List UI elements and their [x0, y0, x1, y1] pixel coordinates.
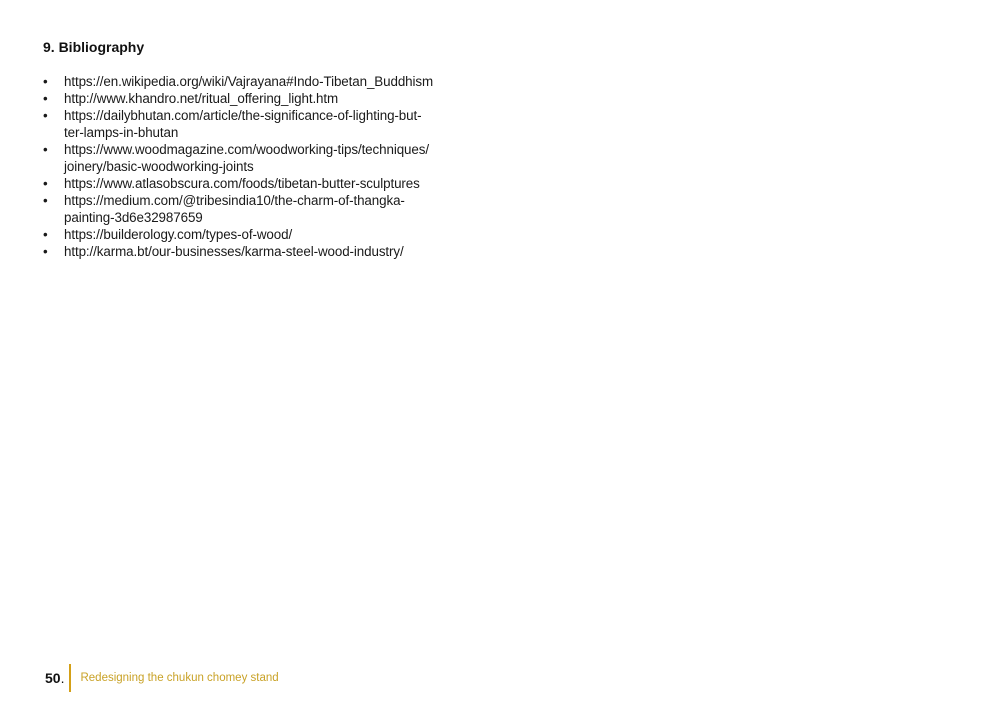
footer-divider	[69, 664, 71, 692]
bullet: •	[43, 91, 48, 106]
section-heading: 9. Bibliography	[43, 39, 145, 55]
page-number: 50	[45, 670, 61, 686]
reference-link[interactable]: http://www.khandro.net/ritual_offering_light.htm	[64, 91, 339, 106]
list-item	[43, 192, 483, 226]
reference-link-continued[interactable]: painting-3d6e32987659	[64, 210, 203, 225]
bullet: •	[43, 74, 48, 89]
page-footer	[45, 664, 279, 692]
list-item	[43, 90, 483, 107]
reference-link[interactable]: https://www.woodmagazine.com/woodworking-tips/techniques/	[64, 142, 429, 157]
document-title: Redesigning the chukun chomey stand	[80, 672, 279, 684]
reference-link[interactable]: http://karma.bt/our-businesses/karma-steel-wood-industry/	[64, 244, 404, 259]
reference-link[interactable]: https://builderology.com/types-of-wood/	[64, 227, 293, 242]
page-number-suffix: .	[60, 670, 65, 686]
list-item	[43, 175, 483, 192]
reference-link-continued[interactable]: ter-lamps-in-bhutan	[64, 125, 179, 140]
list-item	[43, 226, 483, 243]
bullet: •	[43, 244, 48, 259]
list-item	[43, 141, 483, 175]
reference-link[interactable]: https://medium.com/@tribesindia10/the-charm-of-thangka-	[64, 193, 405, 208]
bullet: •	[43, 108, 48, 123]
bibliography-list	[43, 73, 483, 260]
list-item	[43, 107, 483, 141]
reference-link[interactable]: https://dailybhutan.com/article/the-significance-of-lighting-but-	[64, 108, 422, 123]
reference-link[interactable]: https://www.atlasobscura.com/foods/tibetan-butter-sculptures	[64, 176, 420, 191]
reference-link[interactable]: https://en.wikipedia.org/wiki/Vajrayana#Indo-Tibetan_Buddhism	[64, 74, 434, 89]
list-item	[43, 243, 483, 260]
bullet: •	[43, 227, 48, 242]
bullet: •	[43, 176, 48, 191]
reference-link-continued[interactable]: joinery/basic-woodworking-joints	[64, 159, 254, 174]
bullet: •	[43, 142, 48, 157]
bullet: •	[43, 193, 48, 208]
list-item	[43, 73, 483, 90]
